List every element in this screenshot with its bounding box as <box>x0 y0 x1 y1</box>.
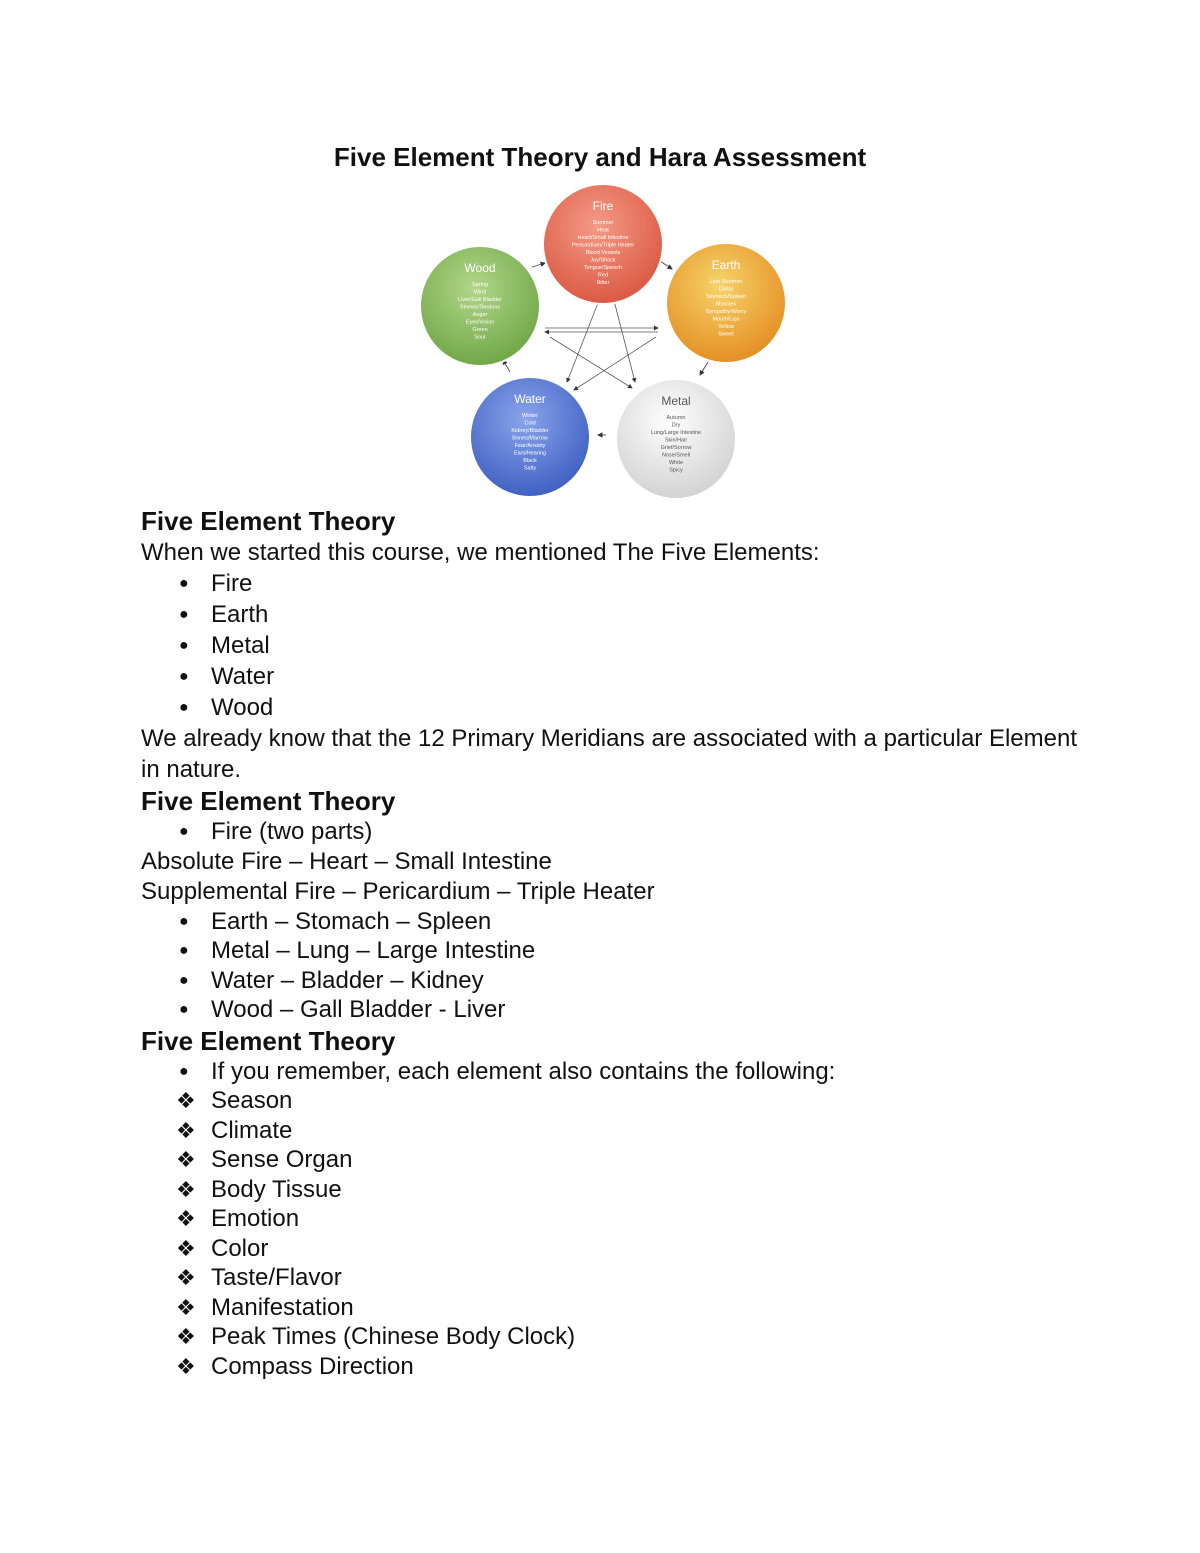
earth-attribute-text: Sweet <box>718 331 734 338</box>
diamond-bullet-icon: ❖ <box>176 1294 196 1320</box>
wood-element-circle <box>420 246 540 366</box>
bullet-icon: ● <box>179 637 189 654</box>
fire-to-earth-arrow <box>660 261 672 269</box>
metal-attribute-text: Nose/Smell <box>661 452 691 459</box>
earth-attribute-text: Yellow <box>718 324 734 330</box>
earth-attribute-text: Muscles <box>715 301 737 308</box>
metal-attribute-text: Grief/Sorrow <box>660 445 692 451</box>
list-item: ● Earth <box>179 601 269 628</box>
bullet-icon: ● <box>179 942 189 959</box>
water-attribute-text: Black <box>523 458 537 464</box>
bullet-icon: ● <box>179 1001 189 1018</box>
diamond-bullet-icon: ❖ <box>176 1235 196 1261</box>
section-heading: Five Element Theory <box>141 786 396 816</box>
diamond-bullet-icon: ❖ <box>176 1324 196 1349</box>
list-item: ● Metal <box>179 632 270 659</box>
earth-attribute-text: Sympathy/Worry <box>705 309 747 315</box>
earth-attribute-text: Late Summer <box>709 279 743 285</box>
fire-attribute-text: Heat <box>597 227 609 234</box>
fire-attribute-text: Bitter <box>596 280 610 286</box>
earth-to-water-arrow <box>574 337 656 390</box>
list-item: ❖ Sense Organ <box>176 1146 353 1173</box>
earth-element-circle <box>666 243 786 363</box>
diamond-bullet-icon: ❖ <box>176 1147 196 1172</box>
fire-attribute-text: Tongue/Speech <box>583 265 623 271</box>
list-item: ● Water – Bladder – Kidney <box>179 966 484 994</box>
absolute-fire-line: Absolute Fire – Heart – Small Intestine <box>141 847 552 875</box>
elements-list <box>141 568 1081 723</box>
document-title: Five Element Theory and Hara Assessment <box>333 142 867 172</box>
metal-element-label: Metal <box>661 394 691 408</box>
bullet-icon: ● <box>179 1062 189 1080</box>
metal-element-circle <box>616 379 736 499</box>
water-attribute-text: Salty <box>523 465 537 472</box>
wood-attribute-text: Sinews/Tendons <box>459 304 501 311</box>
organ-pairs-list <box>141 907 1081 1025</box>
wood-attribute-text: Liver/Gall Bladder <box>458 297 502 303</box>
earth-attribute-text: Damp <box>718 286 734 293</box>
fire-attribute-text: Red <box>597 272 609 279</box>
wood-attribute-text: Sour <box>474 334 486 341</box>
supplemental-fire-line: Supplemental Fire – Pericardium – Triple Heater <box>141 877 655 905</box>
diamond-bullet-icon: ❖ <box>176 1176 196 1202</box>
fire-attribute-text: Heart/Small Intestine <box>577 235 629 241</box>
diamond-bullet-icon: ❖ <box>176 1117 196 1143</box>
water-attribute-text: Fear/Anxiety <box>514 443 546 449</box>
list-item: ● If you remember, each element also contains the following: <box>179 1057 836 1085</box>
bullet-icon: ● <box>179 823 189 840</box>
bullet-icon: ● <box>179 912 189 930</box>
five-element-diagram <box>410 185 800 505</box>
five-element-cycle-svg <box>410 185 800 505</box>
list-item: ❖ Emotion <box>176 1205 300 1232</box>
metal-attribute-text: Autumn <box>666 415 686 421</box>
list-item: ● Earth – Stomach – Spleen <box>179 907 492 935</box>
document-body <box>141 505 1081 1381</box>
earth-attribute-text: Stomach/Spleen <box>705 294 747 300</box>
bullet-icon: ● <box>179 971 189 989</box>
list-item: ❖ Peak Times (Chinese Body Clock) <box>176 1323 576 1350</box>
fire-list <box>141 817 1081 847</box>
wood-attribute-text: Wind <box>473 289 487 296</box>
section-heading: Five Element Theory <box>141 506 396 536</box>
metal-attribute-text: Spicy <box>669 467 683 474</box>
list-item: ● Wood <box>179 694 274 721</box>
earth-attribute-text: Mouth/Lips <box>712 316 740 323</box>
list-item: ● Metal – Lung – Large Intestine <box>179 937 536 964</box>
metal-attribute-text: Skin/Hair <box>664 437 688 444</box>
water-attribute-text: Cold <box>524 420 536 427</box>
fire-element-circle <box>543 185 663 304</box>
bullet-icon: ● <box>179 668 189 685</box>
wood-to-metal-arrow <box>550 337 632 388</box>
water-attribute-text: Ears/Hearing <box>513 450 547 457</box>
bullet-icon: ● <box>179 699 189 716</box>
fire-element-label: Fire <box>592 199 614 213</box>
fire-attribute-text: Joy/Shock <box>590 257 616 264</box>
earth-element-label: Earth <box>711 258 741 272</box>
attributes-list <box>141 1057 1081 1382</box>
metal-attribute-text: Dry <box>671 422 681 429</box>
list-item: ❖ Taste/Flavor <box>176 1264 342 1291</box>
list-item: ● Water <box>179 663 275 690</box>
fire-attribute-text: Pericardium/Triple Heater <box>571 242 635 249</box>
wood-attribute-text: Anger <box>472 312 488 318</box>
list-item: ● Fire <box>179 570 253 597</box>
wood-attribute-text: Green <box>472 327 488 333</box>
water-element-circle <box>470 377 590 497</box>
diamond-bullet-icon: ❖ <box>176 1088 196 1113</box>
fire-attribute-text: Summer <box>592 220 614 226</box>
diamond-bullet-icon: ❖ <box>176 1206 196 1231</box>
list-item: ❖ Body Tissue <box>176 1175 342 1203</box>
wood-element-label: Wood <box>464 261 496 275</box>
list-item: ❖ Compass Direction <box>176 1352 414 1380</box>
diamond-bullet-icon: ❖ <box>176 1353 196 1379</box>
earth-to-metal-arrow <box>700 362 708 375</box>
water-attribute-text: Winter <box>522 413 538 419</box>
water-element-label: Water <box>514 392 546 406</box>
wood-to-fire-arrow <box>532 263 545 267</box>
bullet-icon: ● <box>179 606 189 623</box>
list-item: ❖ Manifestation <box>176 1293 354 1321</box>
intro-paragraph: When we started this course, we mentioned The Five Elements: <box>141 539 820 566</box>
water-attribute-text: Bones/Marrow <box>512 435 548 442</box>
wood-attribute-text: Eyes/Vision <box>465 319 495 326</box>
fire-attribute-text: Blood Vessels <box>585 250 621 256</box>
meridians-paragraph: We already know that the 12 Primary Meridians are associated with a particular Element in nature. <box>141 725 1077 783</box>
metal-attribute-text: White <box>668 460 684 466</box>
bullet-icon: ● <box>179 575 189 592</box>
water-attribute-text: Kidney/Bladder <box>511 428 549 434</box>
wood-attribute-text: Spring <box>472 282 488 288</box>
list-item: ❖ Color <box>176 1234 269 1262</box>
list-item: ● Fire (two parts) <box>179 818 373 845</box>
list-item: ❖ Season <box>176 1087 293 1114</box>
diamond-bullet-icon: ❖ <box>176 1265 196 1290</box>
list-item: ● Wood – Gall Bladder - Liver <box>179 996 506 1023</box>
metal-attribute-text: Lung/Large Intestine <box>650 430 702 436</box>
list-item: ❖ Climate <box>176 1116 293 1144</box>
section-heading: Five Element Theory <box>141 1025 396 1056</box>
